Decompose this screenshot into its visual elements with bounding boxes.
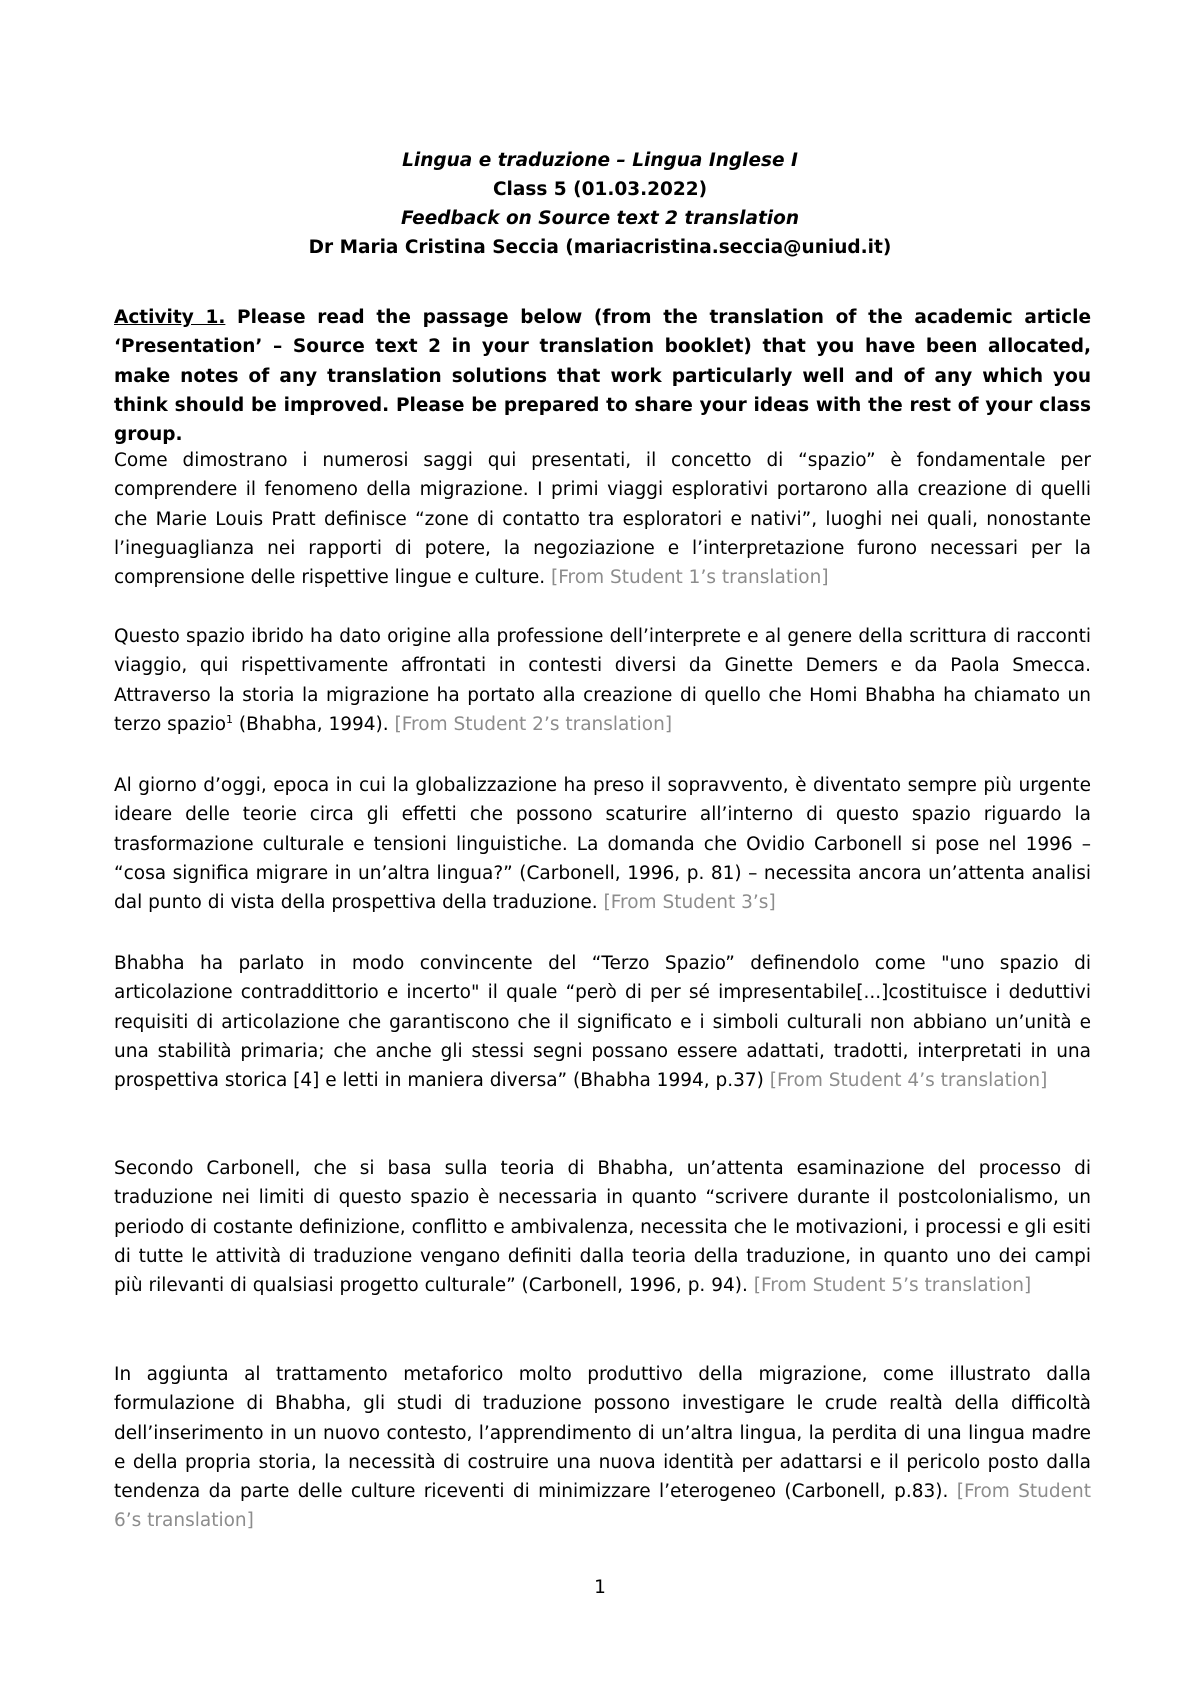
passage-text: Al giorno d’oggi, epoca in cui la globalizzazione ha preso il sopravvento, è diventato sempre più urgente ideare delle teorie circa gli effetti che possono scaturire all’interno di questo spazio riguardo la trasformazione culturale e tensioni linguistiche. La domanda che Ovidio Carbonell si pose nel 1996 – “cosa significa migrare in un’altra lingua?” (Carbonell, 1996, p. 81) – necessita ancora un’attenta analisi dal punto di vista della prospettiva della traduzione.	[114, 775, 1091, 914]
passage-2	[114, 622, 1091, 739]
passage-text: In aggiunta al trattamento metaforico molto produttivo della migrazione, come illustrato dalla formulazione di Bhabha, gli studi di traduzione possono investigare le crude realtà della difficoltà dell’inserimento in un nuovo contesto, l’apprendimento di un’altra lingua, la perdita di una lingua madre e della propria storia, la necessità di costruire una nuova identità per adattarsi e il pericolo posto dalla tendenza da parte delle culture riceventi di minimizzare l’eterogeneo (Carbonell, p.83).	[114, 1364, 1091, 1503]
author-line: Dr Maria Cristina Seccia (mariacristina.seccia@uniud.it)	[308, 237, 892, 258]
passage-4	[114, 949, 1091, 1095]
passage-5	[114, 1154, 1091, 1300]
passage-source: [From Student 3’s]	[603, 892, 776, 914]
passage-3	[114, 771, 1091, 917]
document-subtitle: Feedback on Source text 2 translation	[400, 208, 800, 229]
passage-source: [From Student 6’s translation]	[114, 1481, 1091, 1532]
passage-6	[114, 1360, 1091, 1536]
page-number: 1	[594, 1577, 606, 1598]
activity-instructions	[114, 303, 1091, 449]
course-title: Lingua e traduzione – Lingua Inglese I	[402, 150, 798, 171]
passage-text: Secondo Carbonell, che si basa sulla teoria di Bhabha, un’attenta esaminazione del processo di traduzione nei limiti di questo spazio è necessaria in quanto “scrivere durante il postcolonialismo, un periodo di costante definizione, conflitto e ambivalenza, necessita che le motivazioni, i processi e gli esiti di tutte le attività di traduzione vengano definiti dalla teoria della traduzione, in quanto uno dei campi più rilevanti di qualsiasi progetto culturale” (Carbonell, 1996, p. 94).	[114, 1158, 1091, 1297]
passage-source: [From Student 2’s translation]	[394, 713, 673, 735]
document-header	[0, 146, 1200, 262]
passage-text: Come dimostrano i numerosi saggi qui presentati, il concetto di “spazio” è fondamentale per comprendere il fenomeno della migrazione. I primi viaggi esplorativi portarono alla creazione di quelli che Marie Louis Pratt definisce “zone di contatto tra esploratori e nativi”, luoghi nei quali, nonostante l’ineguaglianza nei rapporti di potere, la negoziazione e l’interpretazione furono necessari per la comprensione delle rispettive lingue e culture.	[114, 450, 1091, 589]
passage-source: [From Student 4’s translation]	[769, 1070, 1048, 1092]
activity-label: Activity 1.	[114, 307, 226, 328]
activity-text: Please read the passage below (from the translation of the academic article ‘Presentation’ – Source text 2 in your translation booklet) that you have been allocated, make notes of any translation solutions that work particularly well and of any which you think should be improved. Please be prepared to share your ideas with the rest of your class group.	[114, 307, 1091, 446]
passage-source: [From Student 5’s translation]	[753, 1275, 1032, 1297]
passage-text: Bhabha ha parlato in modo convincente del “Terzo Spazio” definendolo come "uno spazio di articolazione contraddittorio e incerto" il quale “però di per sé impresentabile[...]costituisce i deduttivi requisiti di articolazione che garantiscono che il significato e i simboli culturali non abbiano un’unità e una stabilità primaria; che anche gli stessi segni possano essere adattati, tradotti, interpretati in una prospettiva storica [4] e letti in maniera diversa” (Bhabha 1994, p.37)	[114, 953, 1091, 1092]
passage-source: [From Student 1’s translation]	[551, 567, 829, 589]
passage-1	[114, 446, 1091, 592]
passage-text: Questo spazio ibrido ha dato origine alla professione dell’interprete e al genere della scrittura di racconti viaggio, qui rispettivamente affrontati in contesti diversi da Ginette Demers e da Paola Smecca. Attraverso la storia la migrazione ha portato alla creazione di quello che Homi Bhabha ha chiamato un terzo spazio	[114, 626, 1091, 735]
footnote-marker: 1	[226, 712, 234, 726]
class-date: Class 5 (01.03.2022)	[492, 179, 708, 200]
passage-text-after: (Bhabha, 1994).	[233, 713, 389, 735]
